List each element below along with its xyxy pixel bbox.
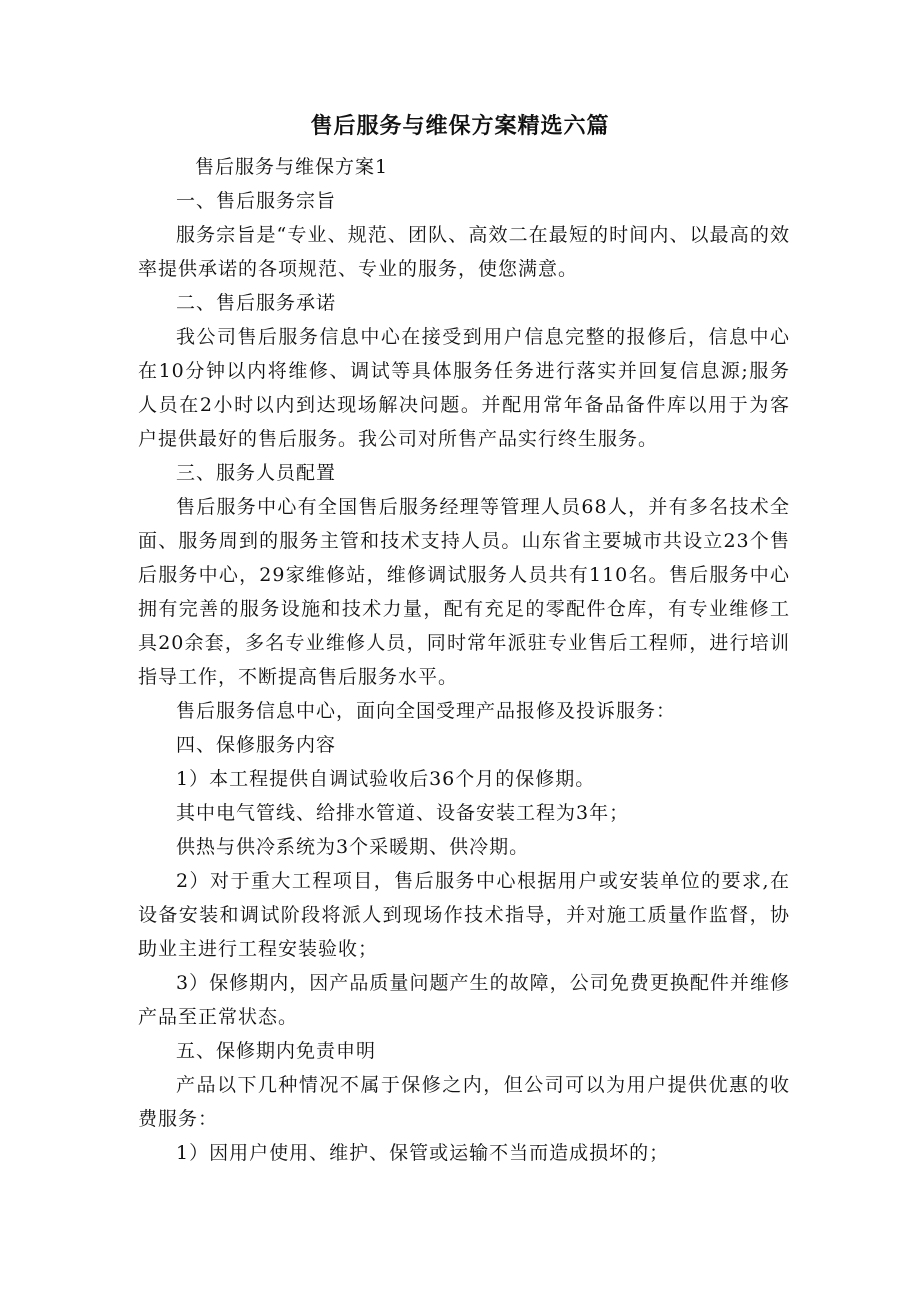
- paragraph: 售后服务中心有全国售后服务经理等管理人员68人，并有多名技术全面、服务周到的服务主管和技术支持人员。山东省主要城市共设立23个售后服务中心，29家维修站，维修调试服务人员共有110名。售后服务中心拥有完善的服务设施和技术力量，配有充足的零配件仓库，有专业维修工具20余套，多名专业维修人员，同时常年派驻专业售后工程师，进行培训指导工作，不断提高售后服务水平。: [138, 496, 790, 688]
- paragraph: 1）本工程提供自调试验收后36个月的保修期。: [176, 768, 596, 790]
- heading-warranty-content: 四、保修服务内容: [176, 734, 337, 756]
- document-title: 售后服务与维保方案精选六篇: [310, 114, 610, 139]
- paragraph: 售后服务信息中心，面向全国受理产品报修及投诉服务：: [176, 700, 677, 722]
- paragraph: 2）对于重大工程项目，售后服务中心根据用户或安装单位的要求,在设备安装和调试阶段将派人到现场作技术指导，并对施工质量作监督，协助业主进行工程安装验收；: [138, 870, 790, 960]
- heading-warranty-disclaimer: 五、保修期内免责申明: [176, 1040, 377, 1062]
- paragraph: 供热与供冷系统为3个采暖期、供冷期。: [176, 836, 530, 858]
- section-subtitle: 售后服务与维保方案1: [195, 156, 389, 178]
- paragraph: 其中电气管线、给排水管道、设备安装工程为3年；: [176, 802, 630, 824]
- paragraph: 3）保修期内，因产品质量问题产生的故障，公司免费更换配件并维修产品至正常状态。: [138, 972, 790, 1028]
- heading-service-purpose: 一、售后服务宗旨: [176, 190, 337, 212]
- paragraph: 产品以下几种情况不属于保修之内，但公司可以为用户提供优惠的收费服务：: [138, 1074, 790, 1130]
- paragraph: 我公司售后服务信息中心在接受到用户信息完整的报修后，信息中心在10分钟以内将维修、调试等具体服务任务进行落实并回复信息源;服务人员在2小时以内到达现场解决问题。并配用常年备品备件库以用于为客户提供最好的售后服务。我公司对所售产品实行终生服务。: [138, 326, 790, 450]
- document-body: [138, 150, 790, 1170]
- heading-staff-configuration: 三、服务人员配置: [176, 462, 337, 484]
- paragraph: 服务宗旨是“专业、规范、团队、高效二在最短的时间内、以最高的效率提供承诺的各项规范、专业的服务，使您满意。: [138, 224, 790, 280]
- heading-service-commitment: 二、售后服务承诺: [176, 292, 337, 314]
- paragraph: 1）因用户使用、维护、保管或运输不当而造成损坏的；: [176, 1142, 670, 1164]
